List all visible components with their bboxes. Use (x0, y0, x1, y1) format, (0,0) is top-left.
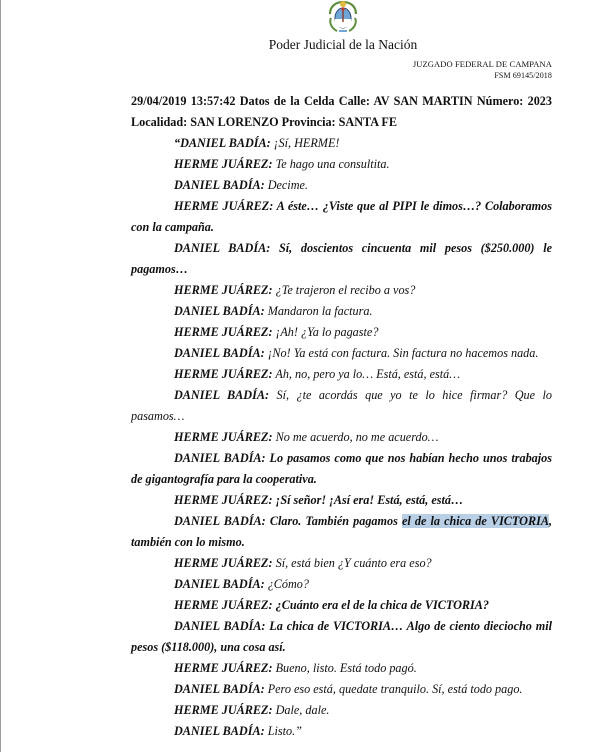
record-line-2: Localidad: SAN LORENZO Provincia: SANTA FE (131, 115, 398, 129)
speech-text: Sí, está bien ¿Y cuánto era eso? (272, 556, 432, 570)
court-name: JUZGADO FEDERAL DE CAMPANA (412, 59, 552, 69)
dialogue-line (131, 322, 552, 343)
dialogue-line (131, 280, 552, 301)
speech-text: Sí, doscientos cincuenta mil pesos ($250.000) le pagamos… (131, 241, 552, 276)
speech-text: Lo pasamos como que nos habían hecho unos trabajos de gigantografía para la cooperativa. (131, 451, 552, 486)
dialogue-line (131, 154, 552, 175)
speaker-label: HERME JUÁREZ: (174, 367, 273, 381)
speaker-label: DANIEL BADÍA: (174, 388, 270, 402)
speaker-label: HERME JUÁREZ: (174, 556, 273, 570)
speech-text: Dale, dale. (272, 703, 330, 717)
page-left-edge (0, 0, 1, 752)
dialogue-line (131, 196, 552, 238)
dialogue-line (131, 175, 552, 196)
speech-text: A éste… ¿Viste que al PIPI le dimos…? Colaboramos con la campaña. (131, 199, 552, 234)
speaker-label: DANIEL BADÍA: (174, 241, 271, 255)
speech-text: No me acuerdo, no me acuerdo… (272, 430, 439, 444)
speech-text: Listo.” (264, 724, 302, 738)
speaker-label: DANIEL BADÍA: (174, 682, 265, 696)
speaker-label: DANIEL BADÍA: (174, 304, 265, 318)
speaker-label: DANIEL BADÍA: (174, 178, 265, 192)
speaker-label: DANIEL BADÍA: (174, 346, 265, 360)
speech-text: ¡Sí, HERME! (270, 136, 340, 150)
speaker-label: DANIEL BADÍA: (174, 724, 265, 738)
dialogue-line (131, 553, 552, 574)
dialogue-line (131, 574, 552, 595)
coat-of-arms-icon (327, 0, 359, 34)
dialogue-line (131, 595, 552, 616)
speaker-label: HERME JUÁREZ: (174, 199, 274, 213)
dialogue-line (131, 364, 552, 385)
speech-text: ¡Sí señor! ¡Así era! Está, está, está… (272, 493, 464, 507)
speech-text: , también con lo mismo. (131, 514, 553, 549)
speech-text: ¡Ah! ¿Ya lo pagaste? (272, 325, 379, 339)
speech-text: Sí, ¿te acordás que yo te lo hice firmar? Que lo pasamos… (131, 388, 552, 423)
speaker-label: DANIEL BADÍA: (174, 619, 266, 633)
court-block (413, 59, 552, 81)
speech-text: Te hago una consultita. (272, 157, 390, 171)
speech-text: Mandaron la factura. (264, 304, 373, 318)
speech-text: La chica de VICTORIA… Algo de ciento dieciocho mil pesos ($118.000), una cosa así. (131, 619, 552, 654)
record-line-1: 29/04/2019 13:57:42 Datos de la Celda Calle: AV SAN MARTIN Número: 2023 (131, 94, 552, 108)
dialogue-line (131, 238, 552, 280)
speaker-label: HERME JUÁREZ: (174, 325, 273, 339)
institution-title: Poder Judicial de la Nación (268, 37, 418, 52)
dialogue-line (131, 427, 552, 448)
dialogue-line (131, 133, 552, 154)
speaker-label: DANIEL BADÍA: (174, 451, 266, 465)
dialogue-line (131, 343, 552, 364)
speaker-label: “DANIEL BADÍA: (174, 136, 271, 150)
dialogue-line (131, 700, 552, 721)
speech-text: Ah, no, pero ya lo… Está, está, está… (272, 367, 461, 381)
speech-text: Decime. (264, 178, 308, 192)
case-number: FSM 69145/2018 (494, 71, 552, 80)
speech-text: ¿Cuánto era el de la chica de VICTORIA? (272, 598, 489, 612)
transcript-body (131, 91, 552, 742)
speaker-label: HERME JUÁREZ: (174, 430, 273, 444)
dialogue-line (131, 721, 552, 742)
speaker-label: HERME JUÁREZ: (174, 703, 273, 717)
speaker-label: DANIEL BADÍA: (174, 514, 266, 528)
speech-text: Claro. También pagamos (265, 514, 402, 528)
speech-text: Pero eso está, quedate tranquilo. Sí, está todo pago. (264, 682, 523, 696)
dialogue-line (131, 616, 552, 658)
dialogue-line (131, 490, 552, 511)
speaker-label: DANIEL BADÍA: (174, 577, 265, 591)
speech-text: ¿Te trajeron el recibo a vos? (272, 283, 416, 297)
dialogue-line (131, 658, 552, 679)
speech-text: ¿Cómo? (264, 577, 309, 591)
speaker-label: HERME JUÁREZ: (174, 283, 273, 297)
speaker-label: HERME JUÁREZ: (174, 598, 273, 612)
speech-text: Bueno, listo. Está todo pagó. (272, 661, 417, 675)
speaker-label: HERME JUÁREZ: (174, 661, 273, 675)
dialogue-line (131, 511, 552, 553)
highlighted-text[interactable]: el de la chica de VICTORIA (401, 514, 549, 528)
speech-text: ¡No! Ya está con factura. Sin factura no hacemos nada. (264, 346, 539, 360)
speaker-label: HERME JUÁREZ: (174, 493, 273, 507)
dialogue-line (131, 301, 552, 322)
speaker-label: HERME JUÁREZ: (174, 157, 273, 171)
dialogue-line (131, 679, 552, 700)
dialogue-line (131, 448, 552, 490)
dialogue-line (131, 385, 552, 427)
